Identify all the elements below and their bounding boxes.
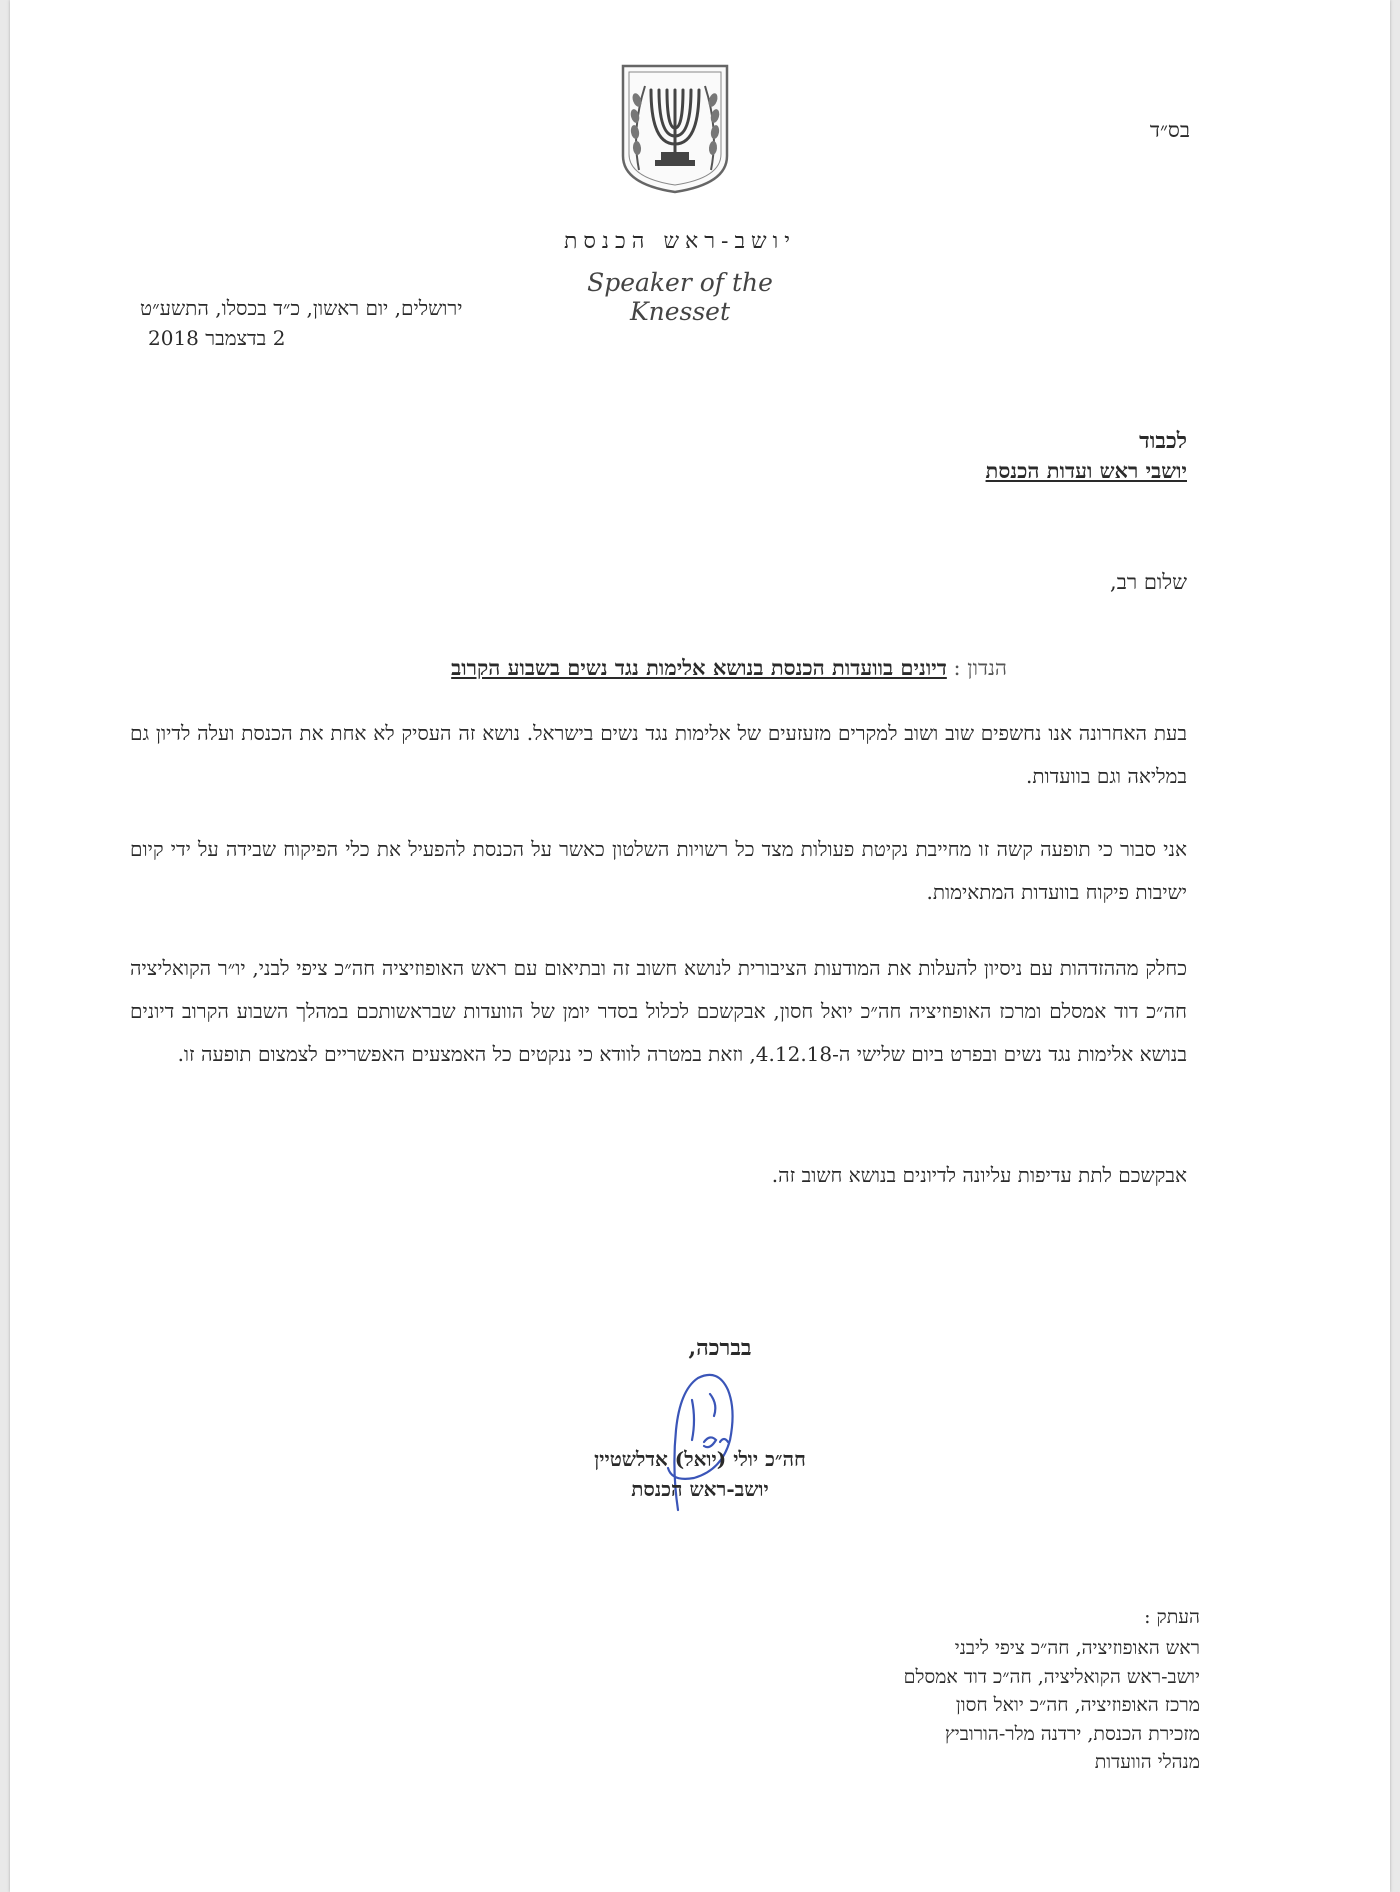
subject-line — [451, 655, 1007, 681]
letterhead-title-english: Speaker of the Knesset — [587, 268, 773, 326]
cc-label: העתק : — [1144, 1606, 1200, 1628]
body-paragraph: כחלק מההזדהות עם ניסיון להעלות את המודעות הציבורית לנושא חשוב זה ובתיאום עם ראש האופוזיציה חה״כ ציפי לבני, יו״ר הקואליציה חה״כ דוד אמסלם ומרכז האופוזיציה חה״כ יואל חסון, אבקשכם לכלול בסדר יומן של הוועדות שבראשותכם במהלך השבוע הקרוב דיונים בנושא אלימות נגד נשים ובפרט ביום שלישי ה-4.12.18, וזאת במטרה לוודא כי ננקטים כל האמצעים האפשריים לצמצום תופעה זו. — [130, 956, 1187, 1066]
bsd-header: בס״ד — [1149, 118, 1190, 142]
body-paragraph: אני סבור כי תופעה קשה זו מחייבת נקיטת פעולות מצד כל רשויות השלטון כאשר על הכנסת להפעיל את כלי הפיקוח שבידה על ידי קיום ישיבות פיקוח בוועדות המתאימות. — [130, 837, 1187, 904]
cc-list-item: מזכירת הכנסת, ירדנה מלר-הורוביץ — [944, 1722, 1200, 1745]
body-paragraph: אבקשכם לתת עדיפות עליונה לדיונים בנושא חשוב זה. — [771, 1163, 1187, 1187]
cc-list — [904, 1634, 1200, 1777]
menorah-emblem-icon — [615, 60, 735, 196]
cc-list-item: מרכז האופוזיציה, חה״כ יואל חסון — [955, 1694, 1200, 1716]
letter-page — [10, 0, 1390, 1892]
recipient-value: יושבי ראש ועדות הכנסת — [985, 458, 1187, 483]
date-gregorian: 2 בדצמבר 2018 — [148, 326, 286, 350]
signer-title: יושב-ראש הכנסת — [631, 1477, 769, 1501]
subject-value: דיונים בוועדות הכנסת בנושא אלימות נגד נשים בשבוע הקרוב — [451, 655, 947, 680]
recipient-label: לכבוד — [1139, 428, 1187, 454]
cc-list-item: יושב-ראש הקואליציה, חה״כ דוד אמסלם — [903, 1665, 1200, 1688]
closing-blessing: בברכה, — [688, 1335, 752, 1361]
greeting: שלום רב, — [1110, 570, 1187, 594]
cc-list-item: ראש האופוזיציה, חה״כ ציפי ליבני — [954, 1637, 1200, 1659]
signer-name: חה״כ יולי (יואל) אדלשטיין — [594, 1447, 806, 1471]
body-paragraph: בעת האחרונה אנו נחשפים שוב ושוב למקרים מזעזעים של אלימות נגד נשים בישראל. נושא זה העסיק לא אחת את הכנסת ועלה לדיון גם במליאה וגם בוועדות. — [130, 721, 1187, 788]
date-hebrew: ירושלים, יום ראשון, כ״ד בכסלו, התשע״ט — [140, 296, 463, 320]
letterhead-title-hebrew: יושב-ראש הכנסת — [563, 229, 797, 254]
cc-list-item: מנהלי הוועדות — [1094, 1751, 1200, 1773]
subject-label: הנדון : — [953, 656, 1007, 680]
